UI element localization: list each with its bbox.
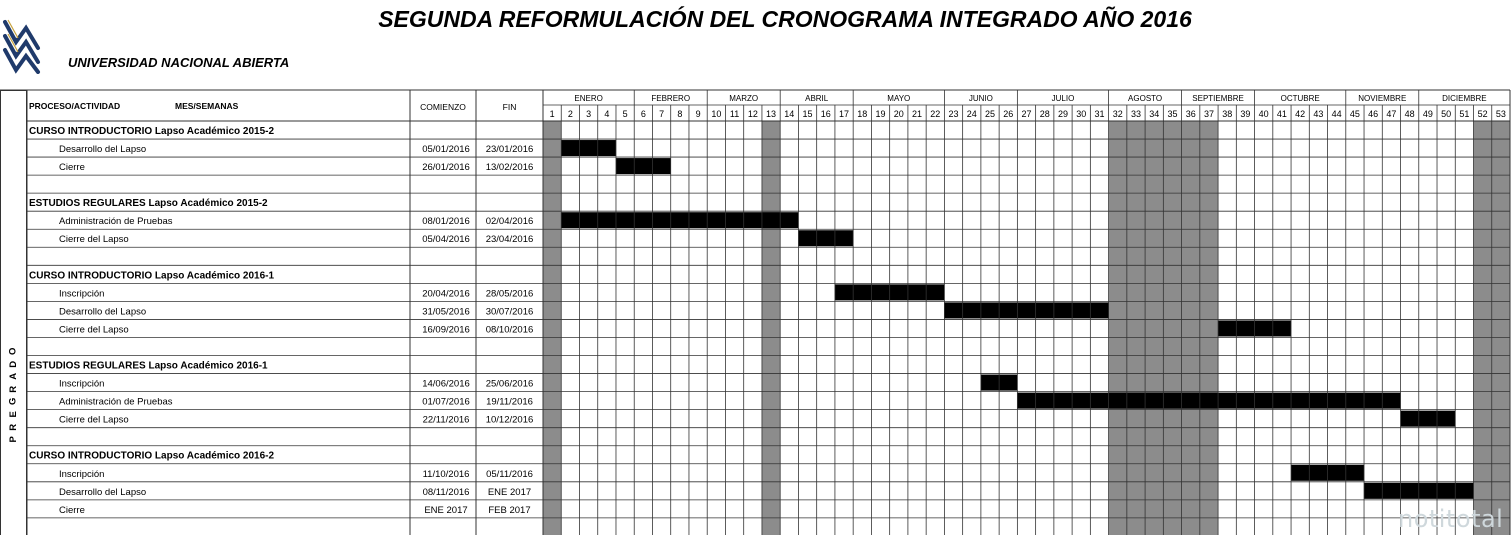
shaded-week-column xyxy=(1109,121,1127,535)
week-number: 8 xyxy=(677,109,683,119)
start-date: 22/11/2016 xyxy=(422,414,470,426)
activity-bar xyxy=(561,140,616,156)
end-date: FEB 2017 xyxy=(488,504,531,516)
start-date: 05/01/2016 xyxy=(422,144,470,156)
side-label-letter: A xyxy=(7,373,19,380)
week-number: 47 xyxy=(1386,109,1397,119)
start-date: 01/07/2016 xyxy=(422,396,470,408)
activity-bar xyxy=(944,302,1108,318)
week-number: 44 xyxy=(1331,109,1342,119)
week-number: 35 xyxy=(1167,109,1178,119)
week-number: 22 xyxy=(930,109,941,119)
shaded-week-column xyxy=(1200,121,1218,535)
month-label: MARZO xyxy=(729,94,759,103)
week-number: 53 xyxy=(1495,109,1506,119)
week-number: 34 xyxy=(1149,109,1160,119)
activity-label: Cierre xyxy=(59,504,85,516)
month-label: ENERO xyxy=(574,94,603,103)
side-label-letter: R xyxy=(7,385,19,393)
shaded-week-column xyxy=(1163,121,1181,535)
week-number: 42 xyxy=(1295,109,1306,119)
week-number: 37 xyxy=(1203,109,1214,119)
section-title: ESTUDIOS REGULARES Lapso Académico 2016-1 xyxy=(29,360,268,372)
week-number: 7 xyxy=(659,109,665,119)
end-date: 23/04/2016 xyxy=(485,234,534,246)
week-number: 6 xyxy=(640,109,646,119)
activity-label: Cierre del Lapso xyxy=(59,324,129,336)
month-label: OCTUBRE xyxy=(1280,94,1320,103)
start-date: 05/04/2016 xyxy=(422,234,470,246)
week-number: 46 xyxy=(1368,109,1379,119)
start-date: 20/04/2016 xyxy=(422,288,470,300)
shaded-week-column xyxy=(762,121,780,535)
week-number: 3 xyxy=(586,109,592,119)
activity-label: Desarrollo del Lapso xyxy=(59,306,147,318)
start-date: 08/11/2016 xyxy=(422,486,470,498)
section-title: CURSO INTRODUCTORIO Lapso Académico 2016-2 xyxy=(29,450,275,462)
activity-label: Cierre xyxy=(59,162,85,174)
end-date: 13/02/2016 xyxy=(485,162,534,174)
shaded-week-column xyxy=(543,121,561,535)
start-date: 31/05/2016 xyxy=(422,306,470,318)
week-number: 36 xyxy=(1185,109,1196,119)
side-label-letter: R xyxy=(7,423,19,431)
week-number: 18 xyxy=(857,109,868,119)
watermark: notitotal xyxy=(1398,505,1504,533)
week-number: 16 xyxy=(820,109,831,119)
activity-label: Desarrollo del Lapso xyxy=(59,144,147,156)
week-number: 2 xyxy=(567,109,573,119)
activity-label: Cierre del Lapso xyxy=(59,414,129,426)
week-number: 39 xyxy=(1240,109,1251,119)
start-date: ENE 2017 xyxy=(424,504,468,516)
header-start: COMIENZO xyxy=(420,102,466,112)
section-title: CURSO INTRODUCTORIO Lapso Académico 2016-1 xyxy=(29,270,275,282)
week-number: 28 xyxy=(1039,109,1050,119)
month-label: FEBRERO xyxy=(651,94,691,103)
month-label: AGOSTO xyxy=(1128,94,1163,103)
header-end: FIN xyxy=(502,102,517,112)
month-label: SEPTIEMBRE xyxy=(1192,94,1244,103)
section-title: CURSO INTRODUCTORIO Lapso Académico 2015-2 xyxy=(29,126,275,137)
university-name: UNIVERSIDAD NACIONAL ABIERTA xyxy=(68,55,290,70)
activity-label: Inscripción xyxy=(59,288,105,300)
activity-label: Desarrollo del Lapso xyxy=(59,486,147,498)
side-label-letter: G xyxy=(7,397,19,406)
activity-bar xyxy=(1017,393,1400,409)
week-number: 19 xyxy=(875,109,886,119)
month-label: JULIO xyxy=(1051,94,1075,103)
week-number: 20 xyxy=(893,109,904,119)
week-number: 32 xyxy=(1112,109,1123,119)
week-number: 43 xyxy=(1313,109,1324,119)
start-date: 08/01/2016 xyxy=(422,216,470,228)
month-label: DICIEMBRE xyxy=(1442,94,1487,103)
shaded-week-column xyxy=(1127,121,1145,535)
week-number: 24 xyxy=(966,109,977,119)
end-date: 23/01/2016 xyxy=(485,144,534,156)
week-number: 1 xyxy=(549,109,555,119)
side-label-letter: P xyxy=(7,436,19,443)
end-date: 05/11/2016 xyxy=(486,468,533,480)
week-number: 51 xyxy=(1459,109,1470,119)
start-date: 11/10/2016 xyxy=(422,468,470,480)
shaded-week-column xyxy=(1492,121,1510,535)
week-number: 27 xyxy=(1021,109,1032,119)
header-months-weeks: MES/SEMANAS xyxy=(175,101,239,111)
month-label: JUNIO xyxy=(968,94,993,103)
side-label-letter: E xyxy=(7,411,19,418)
end-date: 08/10/2016 xyxy=(485,324,534,336)
start-date: 16/09/2016 xyxy=(422,324,470,336)
week-number: 17 xyxy=(839,109,850,119)
week-number: 49 xyxy=(1422,109,1433,119)
week-number: 52 xyxy=(1477,109,1488,119)
week-number: 9 xyxy=(695,109,701,119)
end-date: 02/04/2016 xyxy=(485,216,534,228)
activity-label: Administración de Pruebas xyxy=(59,216,173,228)
start-date: 26/01/2016 xyxy=(422,162,470,174)
activity-label: Administración de Pruebas xyxy=(59,396,173,408)
end-date: 28/05/2016 xyxy=(485,288,534,300)
end-date: ENE 2017 xyxy=(487,486,532,498)
end-date: 30/07/2016 xyxy=(485,306,534,318)
week-number: 25 xyxy=(985,109,996,119)
section-title: ESTUDIOS REGULARES Lapso Académico 2015-2 xyxy=(29,198,268,210)
start-date: 14/06/2016 xyxy=(422,378,470,390)
end-date: 25/06/2016 xyxy=(485,378,534,390)
week-number: 48 xyxy=(1404,109,1415,119)
shaded-week-column xyxy=(1145,121,1163,535)
side-label-letter: D xyxy=(7,360,19,368)
activity-bar xyxy=(616,158,671,174)
week-number: 15 xyxy=(802,109,813,119)
side-label-letter: O xyxy=(7,347,19,355)
header-process: PROCESO/ACTIVIDAD xyxy=(29,101,121,111)
end-date: 10/12/2016 xyxy=(485,414,534,426)
activity-label: Inscripción xyxy=(59,468,105,480)
month-label: ABRIL xyxy=(805,94,829,103)
activity-bar xyxy=(798,230,853,246)
week-number: 40 xyxy=(1258,109,1269,119)
shaded-week-column xyxy=(1474,121,1492,535)
activity-label: Cierre del Lapso xyxy=(59,234,129,246)
shaded-week-column xyxy=(1182,121,1200,535)
activity-bar xyxy=(1401,411,1456,427)
page-title: SEGUNDA REFORMULACIÓN DEL CRONOGRAMA INTEGRADO AÑO 2016 xyxy=(378,6,1192,32)
month-label: NOVIEMBRE xyxy=(1358,94,1407,103)
week-number: 5 xyxy=(622,109,628,119)
week-number: 45 xyxy=(1349,109,1360,119)
week-number: 12 xyxy=(747,109,758,119)
activity-bar xyxy=(561,212,798,228)
month-label: MAYO xyxy=(887,94,911,103)
week-number: 30 xyxy=(1076,109,1087,119)
week-number: 31 xyxy=(1094,109,1105,119)
week-number: 50 xyxy=(1441,109,1452,119)
week-number: 26 xyxy=(1003,109,1014,119)
activity-label: Inscripción xyxy=(59,378,105,390)
week-number: 4 xyxy=(604,109,610,119)
week-number: 14 xyxy=(784,109,795,119)
end-date: 19/11/2016 xyxy=(486,396,533,408)
week-number: 38 xyxy=(1222,109,1233,119)
week-number: 23 xyxy=(948,109,959,119)
week-number: 13 xyxy=(766,109,777,119)
week-number: 21 xyxy=(912,109,923,119)
week-number: 11 xyxy=(729,109,740,119)
week-number: 33 xyxy=(1130,109,1141,119)
week-number: 41 xyxy=(1276,109,1287,119)
week-number: 10 xyxy=(711,109,722,119)
week-number: 29 xyxy=(1057,109,1068,119)
